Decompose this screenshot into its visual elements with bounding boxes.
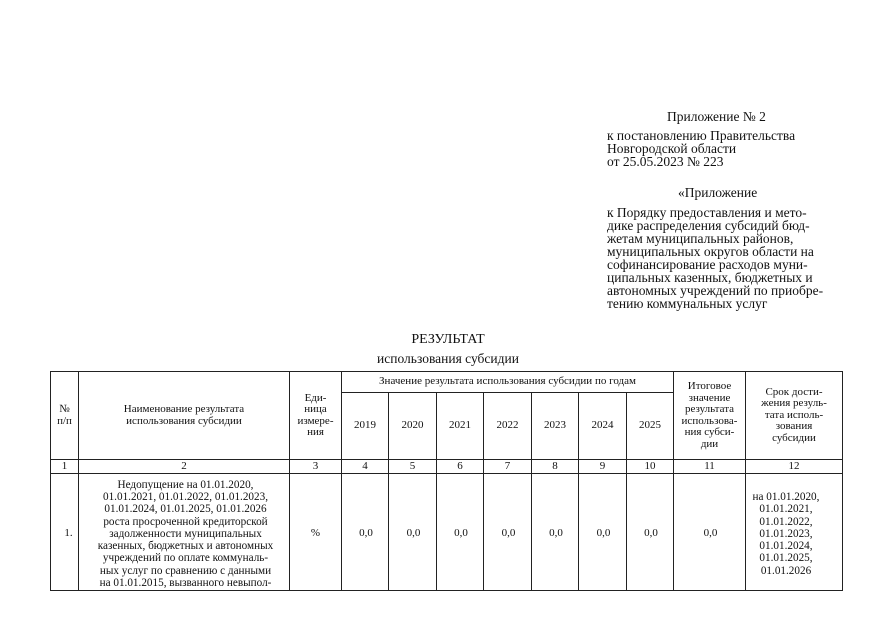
header-line: Наименование результата bbox=[123, 403, 245, 415]
unit-cell: % bbox=[290, 474, 342, 591]
header-line: значение bbox=[688, 391, 731, 404]
column-number: 2 bbox=[79, 460, 290, 474]
header-line: использова- bbox=[681, 414, 738, 427]
appendix-line: жетам муниципальных районов, bbox=[607, 231, 794, 246]
header-total bbox=[674, 372, 746, 460]
column-number: 4 bbox=[342, 460, 389, 474]
name-line: 01.01.2021, 01.01.2022, 01.01.2023, bbox=[102, 491, 268, 504]
header-line: жения резуль- bbox=[761, 397, 827, 410]
result-title-text: РЕЗУЛЬТАТ bbox=[411, 332, 485, 347]
appendix-line: дике распределения субсидий бюд- bbox=[607, 218, 810, 233]
header-year: 2019 bbox=[342, 393, 389, 460]
header-num bbox=[51, 372, 79, 460]
column-number: 1 bbox=[51, 460, 79, 474]
header-line: Итоговое bbox=[687, 380, 732, 392]
result-subtitle-text: использования субсидии bbox=[377, 351, 519, 366]
name-line: задолженности муниципальных bbox=[109, 527, 262, 540]
deadline-line: 01.01.2021, bbox=[759, 503, 813, 516]
name-line: казенных, бюджетных и автономных bbox=[97, 540, 274, 553]
decree-line: от 25.05.2023 № 223 bbox=[607, 154, 724, 169]
name-line: на 01.01.2015, вызванного невыпол- bbox=[99, 576, 272, 589]
header-line: дии bbox=[700, 437, 719, 450]
value-2019: 0,0 bbox=[342, 474, 389, 591]
deadline-line: на 01.01.2020, bbox=[752, 491, 820, 504]
column-number: 8 bbox=[532, 460, 579, 474]
column-number: 7 bbox=[484, 460, 532, 474]
deadline-line: 01.01.2026 bbox=[760, 564, 812, 577]
column-number: 11 bbox=[674, 460, 746, 474]
value-2020: 0,0 bbox=[389, 474, 437, 591]
header-name bbox=[79, 372, 290, 460]
header-deadline bbox=[746, 372, 843, 460]
header-line: использования субсидии bbox=[126, 414, 242, 427]
decree-reference bbox=[607, 129, 847, 168]
header-unit bbox=[290, 372, 342, 460]
result-subtitle bbox=[0, 351, 890, 367]
name-line: Недопущение на 01.01.2020, bbox=[117, 479, 254, 492]
decree-line: Новгородской области bbox=[607, 141, 737, 156]
table-row bbox=[51, 474, 843, 591]
column-number: 10 bbox=[627, 460, 674, 474]
header-line: зования bbox=[775, 420, 813, 433]
value-2021: 0,0 bbox=[437, 474, 484, 591]
header-line: субсидии bbox=[772, 431, 816, 444]
header-values-group: Значение результата использования субсидии по годам bbox=[342, 372, 674, 393]
appendix-line: тению коммунальных услуг bbox=[607, 296, 768, 311]
result-table bbox=[50, 371, 843, 591]
name-line: роста просроченной кредиторской bbox=[103, 515, 268, 528]
appendix-number: Приложение № 2 bbox=[667, 109, 766, 124]
header-line: результата bbox=[684, 403, 735, 415]
column-number: 3 bbox=[290, 460, 342, 474]
column-number: 9 bbox=[579, 460, 627, 474]
value-2022: 0,0 bbox=[484, 474, 532, 591]
appendix-line: к Порядку предоставления и мето- bbox=[607, 205, 807, 220]
deadline-line: 01.01.2025, bbox=[759, 552, 813, 565]
appendix-title: «Приложение bbox=[678, 185, 758, 200]
header-line: Срок дости- bbox=[765, 385, 823, 398]
header-year: 2020 bbox=[389, 393, 437, 460]
appendix-line: ципальных казенных, бюджетных и bbox=[607, 270, 813, 285]
header-line: Еди- bbox=[304, 391, 327, 404]
decree-line: к постановлению Правительства bbox=[607, 128, 796, 143]
header-year: 2021 bbox=[437, 393, 484, 460]
deadline-line: 01.01.2022, bbox=[759, 515, 813, 528]
value-2024: 0,0 bbox=[579, 474, 627, 591]
name-line: учреждений по оплате коммуналь- bbox=[102, 552, 269, 565]
deadline-line: 01.01.2024, bbox=[759, 540, 813, 553]
column-number: 6 bbox=[437, 460, 484, 474]
total-value: 0,0 bbox=[674, 474, 746, 591]
header-year: 2025 bbox=[627, 393, 674, 460]
header-line: тата исполь- bbox=[764, 408, 824, 421]
deadline-cell bbox=[746, 474, 843, 591]
header-line: п/п bbox=[57, 414, 72, 427]
header-line: ница bbox=[304, 403, 327, 415]
result-title bbox=[0, 332, 890, 348]
header-line: ния субси- bbox=[684, 426, 735, 438]
header-line: измере- bbox=[297, 414, 334, 427]
name-line: ных услуг по сравнению с данными bbox=[99, 564, 272, 577]
header-line: № bbox=[59, 403, 70, 415]
appendix-line: софинансирование расходов муни- bbox=[607, 257, 808, 272]
column-number: 5 bbox=[389, 460, 437, 474]
row-number: 1. bbox=[51, 474, 79, 591]
appendix-line: муниципальных округов области на bbox=[607, 244, 814, 259]
appendix-reference bbox=[607, 206, 847, 310]
value-2023: 0,0 bbox=[532, 474, 579, 591]
column-number: 12 bbox=[746, 460, 843, 474]
header-year: 2023 bbox=[532, 393, 579, 460]
header-year: 2022 bbox=[484, 393, 532, 460]
header-line: ния bbox=[307, 426, 324, 438]
header-year: 2024 bbox=[579, 393, 627, 460]
name-line: 01.01.2024, 01.01.2025, 01.01.2026 bbox=[104, 503, 267, 516]
result-name bbox=[79, 474, 290, 591]
value-2025: 0,0 bbox=[627, 474, 674, 591]
appendix-line: автономных учреждений по приобре- bbox=[607, 283, 824, 298]
deadline-line: 01.01.2023, bbox=[759, 527, 813, 540]
